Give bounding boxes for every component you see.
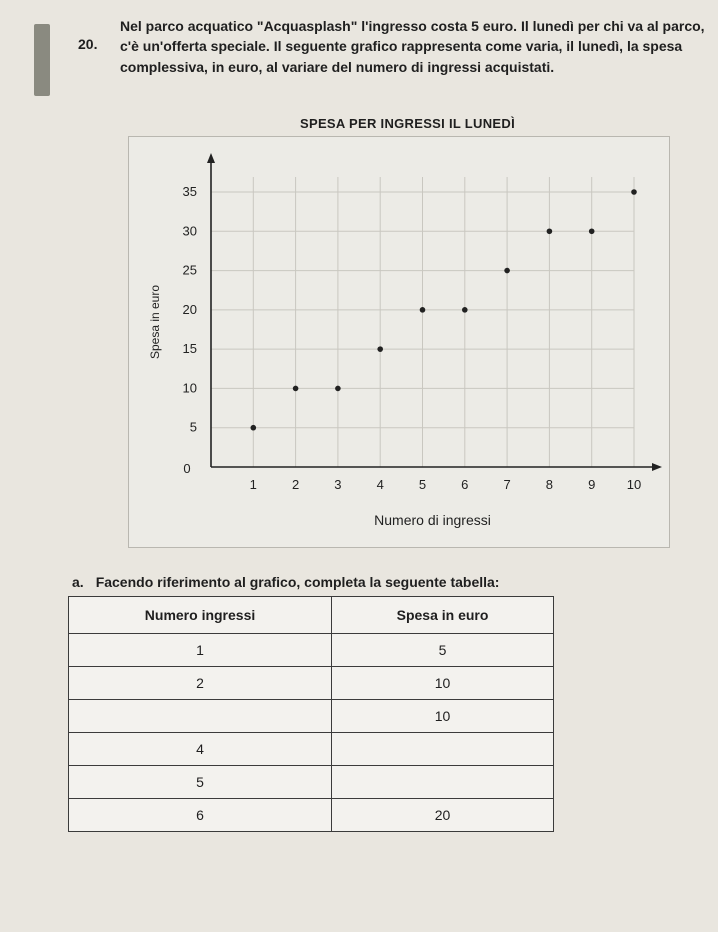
x-tick-label: 6 [461,477,469,492]
y-tick-label: 25 [182,262,197,278]
x-tick-label: 1 [249,477,257,492]
cell-ingressi[interactable]: 6 [69,799,332,832]
answer-table [68,596,554,832]
x-tick-label: 8 [545,477,554,492]
chart-container [128,136,670,548]
data-point [377,346,383,352]
y-tick-label: 5 [189,419,197,435]
x-tick-label: 10 [626,477,642,492]
data-point [293,386,299,392]
table-row [69,667,554,700]
chart-title: SPESA PER INGRESSI IL LUNEDÌ [300,116,515,131]
data-point [251,425,257,431]
data-point [631,189,637,195]
table-row [69,634,554,667]
cell-spesa[interactable]: 10 [332,700,554,733]
y-tick-label: 20 [182,301,197,317]
cell-spesa[interactable]: 5 [332,634,554,667]
x-tick-label: 2 [291,477,300,492]
question-text: Facendo riferimento al grafico, completa la seguente tabella: [95,574,500,590]
data-point [547,228,553,234]
cell-ingressi[interactable]: 1 [69,634,332,667]
exercise-statement [78,16,708,77]
header-spesa-in-euro: Spesa in euro [332,597,554,634]
data-point [589,228,595,234]
table-row [69,799,554,832]
data-point [504,268,510,274]
header-numero-ingressi: Numero ingressi [69,597,332,634]
side-logo-bar [34,24,50,96]
exercise-number: 20. [78,36,98,52]
y-tick-label: 15 [182,341,197,357]
cell-spesa[interactable]: 20 [332,799,554,832]
cell-spesa[interactable] [332,766,554,799]
y-axis-label: Spesa in euro [148,284,162,360]
x-tick-label: 9 [588,477,596,492]
cell-ingressi[interactable]: 2 [69,667,332,700]
scatter-chart [129,137,669,547]
data-point [420,307,426,313]
origin-label: 0 [183,461,191,476]
x-tick-label: 3 [334,477,342,492]
question-letter: a. [72,574,84,590]
exercise-text: Nel parco acquatico "Acquasplash" l'ingresso costa 5 euro. Il lunedì per chi va al parco, c'è un'offerta speciale. Il seguente grafico rappresenta come varia, il lunedì, la spesa complessiva, in euro, al variare del numero di ingressi acquistati. [120,18,705,75]
x-axis-label: Numero di ingressi [374,512,491,528]
table-row [69,700,554,733]
cell-spesa[interactable]: 10 [332,667,554,700]
cell-ingressi[interactable] [69,700,332,733]
x-tick-label: 4 [376,477,384,492]
x-tick-label: 5 [418,477,427,492]
y-axis-arrow [207,153,215,163]
table-row [69,766,554,799]
question [72,574,499,590]
y-tick-label: 30 [182,223,197,239]
x-tick-label: 7 [503,477,511,492]
table-header-row [69,597,554,634]
table-row [69,733,554,766]
side-logo [20,18,64,102]
y-tick-label: 35 [182,184,197,199]
cell-ingressi[interactable]: 4 [69,733,332,766]
data-point [462,307,468,313]
cell-spesa[interactable] [332,733,554,766]
cell-ingressi[interactable]: 5 [69,766,332,799]
x-axis-arrow [652,463,662,471]
data-point [335,386,341,392]
y-tick-label: 10 [182,380,197,396]
